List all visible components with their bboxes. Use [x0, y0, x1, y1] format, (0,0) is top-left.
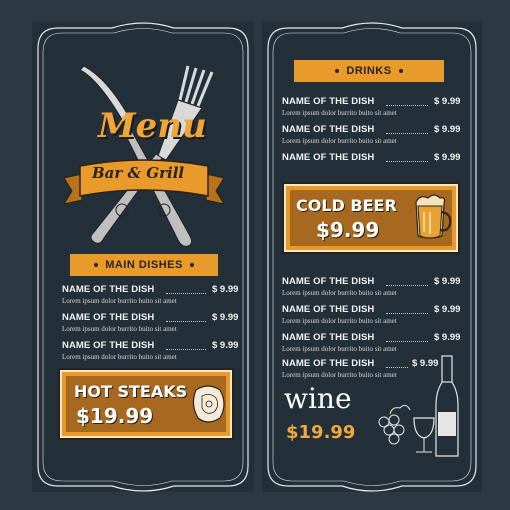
item-name: NAME OF THE DISH [282, 124, 375, 135]
item-price: $ 9.99 [212, 312, 239, 323]
hot-steaks-label: HOT STEAKS [74, 382, 188, 401]
beer-mug-icon [410, 192, 454, 244]
hot-steaks-price: $19.99 [76, 404, 154, 428]
grapes-icon [379, 405, 410, 444]
item-price: $ 9.99 [434, 124, 461, 135]
item-price: $ 9.99 [212, 284, 239, 295]
hot-steaks-promo [60, 370, 232, 438]
logo-subtitle: Bar & Grill [92, 164, 185, 182]
item-price: $ 9.99 [434, 332, 461, 343]
item-desc: Lorem ipsum dolor burrito buito sit amet [282, 289, 397, 297]
item-name: NAME OF THE DISH [282, 276, 375, 287]
drinks-heading-text: DRINKS [346, 65, 392, 77]
item-desc: Lorem ipsum dolor burrito buito sit amet [282, 137, 397, 145]
cold-beer-label: COLD BEER [296, 196, 397, 215]
logo-title: Menu [98, 106, 207, 146]
item-name: NAME OF THE DISH [62, 340, 155, 351]
item-price: $ 9.99 [434, 96, 461, 107]
wine-illustration [370, 352, 470, 462]
item-price: $ 9.99 [412, 358, 439, 369]
item-price: $ 9.99 [434, 152, 461, 163]
item-desc: Lorem ipsum dolor burrito buito sit amet [282, 371, 397, 379]
wine-title: wine [284, 382, 352, 415]
item-desc: Lorem ipsum dolor burrito buito sit amet [62, 297, 177, 305]
item-name: NAME OF THE DISH [282, 304, 375, 315]
wine-price: $19.99 [286, 422, 356, 443]
item-price: $ 9.99 [434, 304, 461, 315]
item-price: $ 9.99 [434, 276, 461, 287]
main-dishes-heading [70, 254, 218, 276]
right-panel [262, 22, 482, 492]
item-desc: Lorem ipsum dolor burrito buito sit amet [282, 317, 397, 325]
item-name: NAME OF THE DISH [282, 332, 375, 343]
item-name: NAME OF THE DISH [282, 358, 375, 369]
cold-beer-promo [284, 184, 458, 252]
item-desc: Lorem ipsum dolor burrito buito sit amet [62, 353, 177, 361]
steak-icon [190, 382, 226, 426]
cold-beer-price: $9.99 [316, 218, 380, 242]
item-desc: Lorem ipsum dolor burrito buito sit amet [62, 325, 177, 333]
item-desc: Lorem ipsum dolor burrito buito sit amet [282, 109, 397, 117]
wine-bottle-icon [436, 356, 458, 456]
item-desc: Lorem ipsum dolor burrito buito sit amet [282, 345, 397, 353]
item-name: NAME OF THE DISH [282, 96, 375, 107]
item-price: $ 9.99 [212, 340, 239, 351]
left-panel [32, 22, 254, 492]
item-name: NAME OF THE DISH [62, 312, 155, 323]
crossed-cutlery [70, 60, 220, 250]
item-name: NAME OF THE DISH [62, 284, 155, 295]
main-dishes-heading-text: MAIN DISHES [105, 259, 183, 271]
wine-glass-icon [414, 418, 434, 452]
drinks-heading [294, 60, 444, 82]
item-name: NAME OF THE DISH [282, 152, 375, 163]
